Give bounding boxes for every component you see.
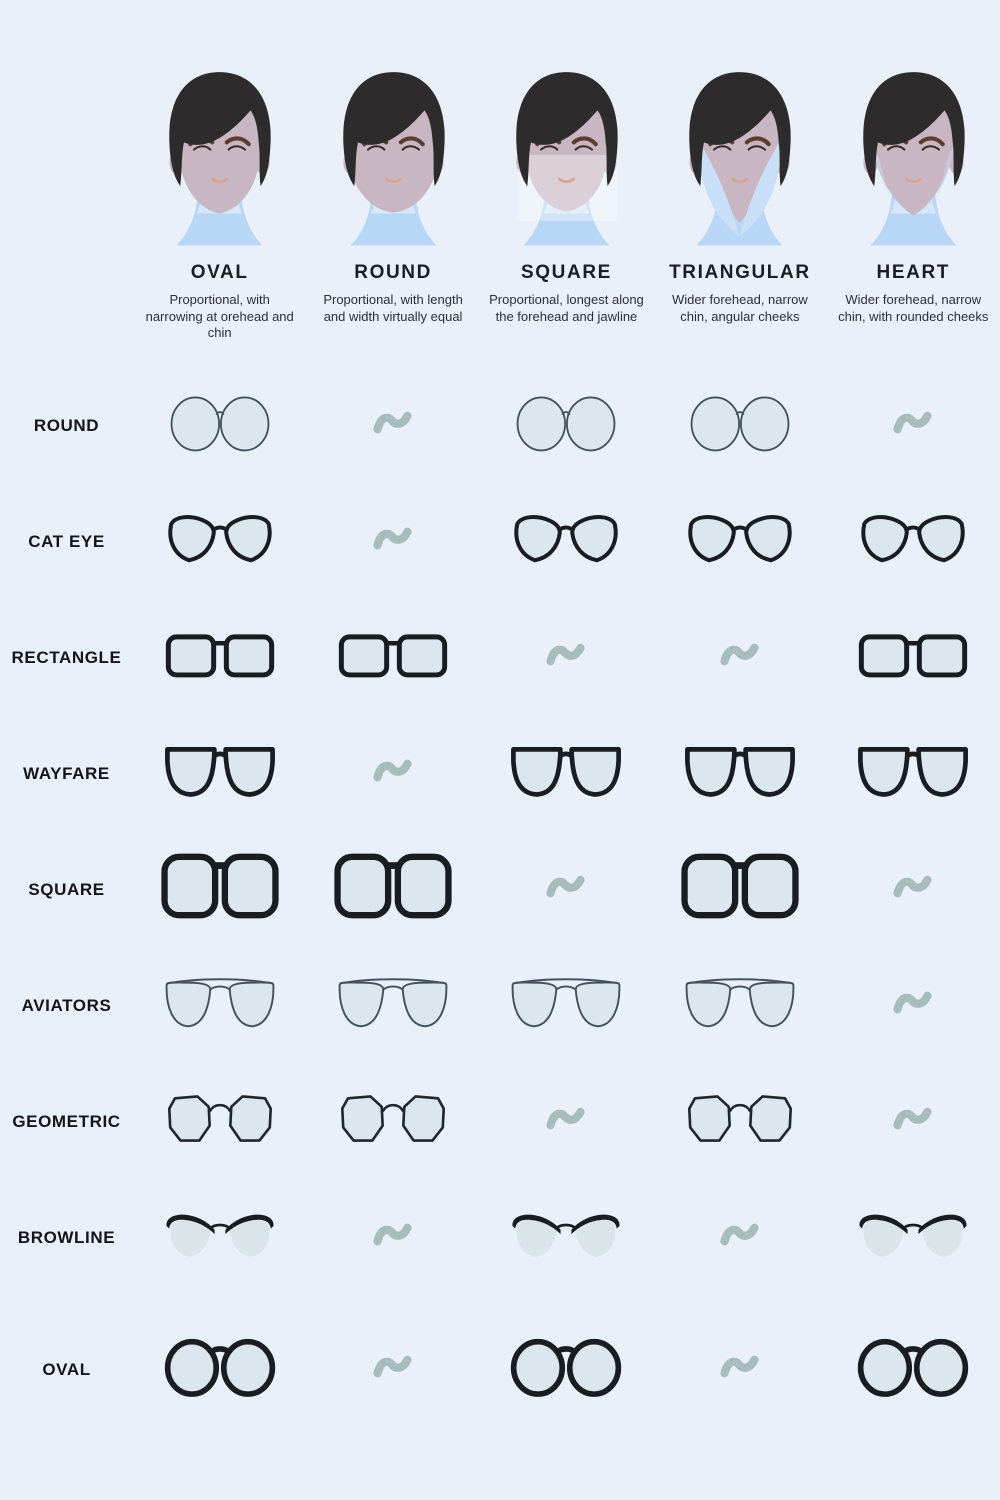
cell-round-oval [133,391,306,460]
cateye-glasses-icon [680,508,800,575]
glasses-style-label: RECTANGLE [11,647,122,667]
cell-aviators-round [306,971,479,1040]
matrix-row-aviators [0,948,1000,1064]
cell-round-round [306,409,479,443]
face-shape-title: ROUND [354,262,432,283]
cateye-glasses-icon [853,508,973,575]
squiggle-tilde-icon [373,757,413,791]
squiggle-tilde-icon [893,873,933,907]
triangular-face-illustration [653,60,826,252]
cell-cateye-heart [827,508,1000,575]
cell-square-triangular [653,851,826,928]
oval-glasses-icon [508,1334,624,1405]
face-shapes-header [0,0,1000,342]
cell-wayfare-oval [133,740,306,807]
glasses-style-label: AVIATORS [21,995,112,1015]
face-shape-description: Wider forehead, narrow chin, with rounded cheeks [838,292,989,324]
glasses-style-label: CAT EYE [28,531,105,551]
squiggle-tilde-icon [373,1221,413,1255]
round-glasses-icon [684,391,796,460]
squiggle-tilde-icon [893,409,933,443]
cell-rectangle-square [480,641,653,675]
cell-oval-round [306,1353,479,1387]
squiggle-tilde-icon [373,525,413,559]
matrix-row-round [0,368,1000,484]
cell-geometric-square [480,1105,653,1139]
oval-glasses-icon [162,1334,278,1405]
cell-aviators-triangular [653,971,826,1040]
cell-round-heart [827,409,1000,443]
face-shape-description: Proportional, longest along the forehead and jawline [489,292,644,324]
cell-aviators-square [480,971,653,1040]
cell-browline-round [306,1221,479,1255]
matrix-row-cateye [0,484,1000,600]
matrix-row-oval [0,1312,1000,1428]
matrix-row-wayfare [0,716,1000,832]
geometric-glasses-icon [161,1088,279,1155]
squiggle-tilde-icon [893,1105,933,1139]
square-face-illustration [480,60,653,252]
squiggle-tilde-icon [546,873,586,907]
oval-face-illustration [133,60,306,252]
geometric-glasses-icon [681,1088,799,1155]
glasses-style-label: SQUARE [28,879,105,899]
aviators-glasses-icon [330,971,456,1040]
cell-wayfare-round [306,757,479,791]
cell-square-round [306,851,479,928]
cell-square-oval [133,851,306,928]
square-glasses-icon [332,851,454,928]
square-glasses-icon [159,851,281,928]
squiggle-tilde-icon [893,989,933,1023]
cell-square-heart [827,873,1000,907]
rectangle-glasses-icon [160,626,280,689]
cell-oval-heart [827,1334,1000,1405]
cell-oval-oval [133,1334,306,1405]
cell-geometric-round [306,1088,479,1155]
suitability-matrix [0,368,1000,1428]
squiggle-tilde-icon [373,409,413,443]
cell-wayfare-heart [827,740,1000,807]
round-face-illustration [306,60,479,252]
cateye-glasses-icon [506,508,626,575]
matrix-row-browline [0,1180,1000,1296]
square-glasses-icon [679,851,801,928]
browline-glasses-icon [160,1206,280,1269]
cell-oval-square [480,1334,653,1405]
aviators-glasses-icon [677,971,803,1040]
wayfare-glasses-icon [853,740,973,807]
rectangle-glasses-icon [333,626,453,689]
round-glasses-icon [164,391,276,460]
header-spacer [0,60,133,342]
browline-glasses-icon [853,1206,973,1269]
face-column-square [480,60,653,342]
cell-square-square [480,873,653,907]
matrix-row-geometric [0,1064,1000,1180]
cateye-glasses-icon [160,508,280,575]
cell-rectangle-round [306,626,479,689]
aviators-glasses-icon [503,971,629,1040]
squiggle-tilde-icon [373,1353,413,1387]
glasses-style-label: BROWLINE [17,1227,116,1247]
cell-cateye-square [480,508,653,575]
matrix-row-square [0,832,1000,948]
squiggle-tilde-icon [720,1353,760,1387]
geometric-glasses-icon [334,1088,452,1155]
cell-browline-triangular [653,1221,826,1255]
glasses-style-label: ROUND [33,415,100,435]
cell-geometric-triangular [653,1088,826,1155]
cell-rectangle-oval [133,626,306,689]
face-shape-description: Proportional, with narrowing at orehead and chin [145,292,294,341]
face-shape-description: Proportional, with length and width virtually equal [323,292,463,324]
face-shape-title: TRIANGULAR [669,262,811,283]
round-glasses-icon [510,391,622,460]
squiggle-tilde-icon [720,641,760,675]
rectangle-glasses-icon [853,626,973,689]
matrix-row-rectangle [0,600,1000,716]
cell-round-triangular [653,391,826,460]
face-column-oval [133,60,306,342]
cell-cateye-oval [133,508,306,575]
face-shape-title: HEART [876,262,950,283]
wayfare-glasses-icon [680,740,800,807]
cell-cateye-round [306,525,479,559]
cell-geometric-oval [133,1088,306,1155]
heart-face-illustration [827,60,1000,252]
wayfare-glasses-icon [160,740,280,807]
face-shape-title: OVAL [190,262,249,283]
face-shape-description: Wider forehead, narrow chin, angular cheeks [671,292,808,324]
face-column-heart [827,60,1000,342]
cell-geometric-heart [827,1105,1000,1139]
squiggle-tilde-icon [720,1221,760,1255]
face-column-triangular [653,60,826,342]
cell-cateye-triangular [653,508,826,575]
squiggle-tilde-icon [546,641,586,675]
face-shape-title: SQUARE [521,262,612,283]
cell-browline-oval [133,1206,306,1269]
cell-round-square [480,391,653,460]
cell-aviators-oval [133,971,306,1040]
oval-glasses-icon [855,1334,971,1405]
browline-glasses-icon [506,1206,626,1269]
glasses-style-label: OVAL [42,1359,91,1379]
cell-rectangle-triangular [653,641,826,675]
cell-wayfare-triangular [653,740,826,807]
glasses-style-label: GEOMETRIC [12,1111,121,1131]
cell-browline-heart [827,1206,1000,1269]
aviators-glasses-icon [157,971,283,1040]
glasses-style-label: WAYFARE [23,763,110,783]
cell-aviators-heart [827,989,1000,1023]
wayfare-glasses-icon [506,740,626,807]
face-column-round [306,60,479,342]
squiggle-tilde-icon [546,1105,586,1139]
cell-browline-square [480,1206,653,1269]
cell-oval-triangular [653,1353,826,1387]
cell-wayfare-square [480,740,653,807]
cell-rectangle-heart [827,626,1000,689]
